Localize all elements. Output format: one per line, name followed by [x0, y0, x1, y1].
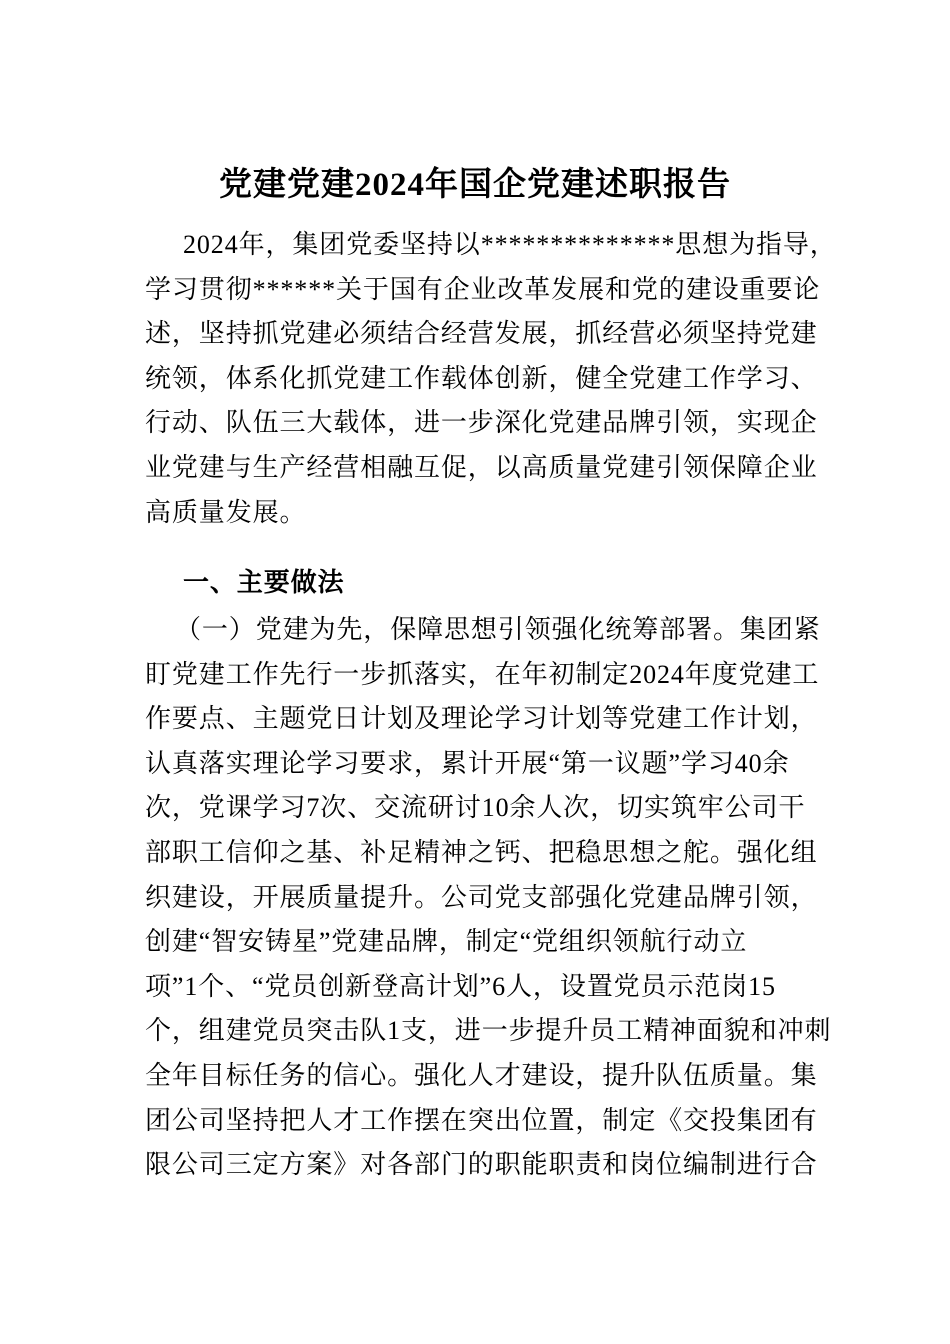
paragraph-line: 个，组建党员突击队1支，进一步提升员工精神面貌和冲刺 — [145, 1016, 832, 1046]
paragraph-line: （一）党建为先，保障思想引领强化统筹部署。集团紧 — [175, 615, 821, 644]
paragraph-line: 织建设，开展质量提升。公司党支部强化党建品牌引领， — [145, 882, 818, 912]
paragraph-line: 盯党建工作先行一步抓落实，在年初制定2024年度党建工 — [145, 659, 820, 689]
paragraph-line: 全年目标任务的信心。强化人才建设，提升队伍质量。集 — [145, 1060, 818, 1090]
paragraph-line: 创建“智安铸星”党建品牌，制定“党组织领航行动立 — [145, 927, 748, 957]
paragraph-line: 业党建与生产经营相融互促，以高质量党建引领保障企业 — [145, 452, 818, 482]
paragraph-line: 统领，体系化抓党建工作载体创新，健全党建工作学习、 — [145, 363, 818, 393]
paragraph-line: 高质量发展。 — [145, 497, 307, 527]
paragraph-line: 述，坚持抓党建必须结合经营发展，抓经营必须坚持党建 — [145, 319, 818, 349]
paragraph-line: 团公司坚持把人才工作摆在突出位置，制定《交投集团有 — [145, 1105, 818, 1135]
section-paragraph — [145, 608, 832, 1188]
paragraph-line: 2024年，集团党委坚持以**************思想为指导， — [183, 230, 837, 259]
paragraph-line: 认真落实理论学习要求，累计开展“第一议题”学习40余 — [145, 748, 790, 778]
intro-paragraph — [145, 223, 837, 535]
paragraph-line: 作要点、主题党日计划及理论学习计划等党建工作计划， — [145, 704, 818, 734]
document-title: 党建党建2024年国企党建述职报告 — [219, 167, 731, 203]
paragraph-line: 项”1个、“党员创新登高计划”6人，设置党员示范岗15 — [145, 971, 776, 1001]
paragraph-line: 限公司三定方案》对各部门的职能职责和岗位编制进行合 — [145, 1150, 818, 1180]
paragraph-line: 行动、队伍三大载体，进一步深化党建品牌引领，实现企 — [145, 408, 818, 438]
paragraph-line: 次，党课学习7次、交流研讨10余人次，切实筑牢公司干 — [145, 793, 806, 823]
paragraph-line: 学习贯彻******关于国有企业改革发展和党的建设重要论 — [145, 274, 821, 304]
section-heading-block — [145, 561, 825, 606]
section-heading: 一、主要做法 — [183, 568, 345, 597]
paragraph-line: 部职工信仰之基、补足精神之钙、把稳思想之舵。强化组 — [145, 837, 818, 867]
